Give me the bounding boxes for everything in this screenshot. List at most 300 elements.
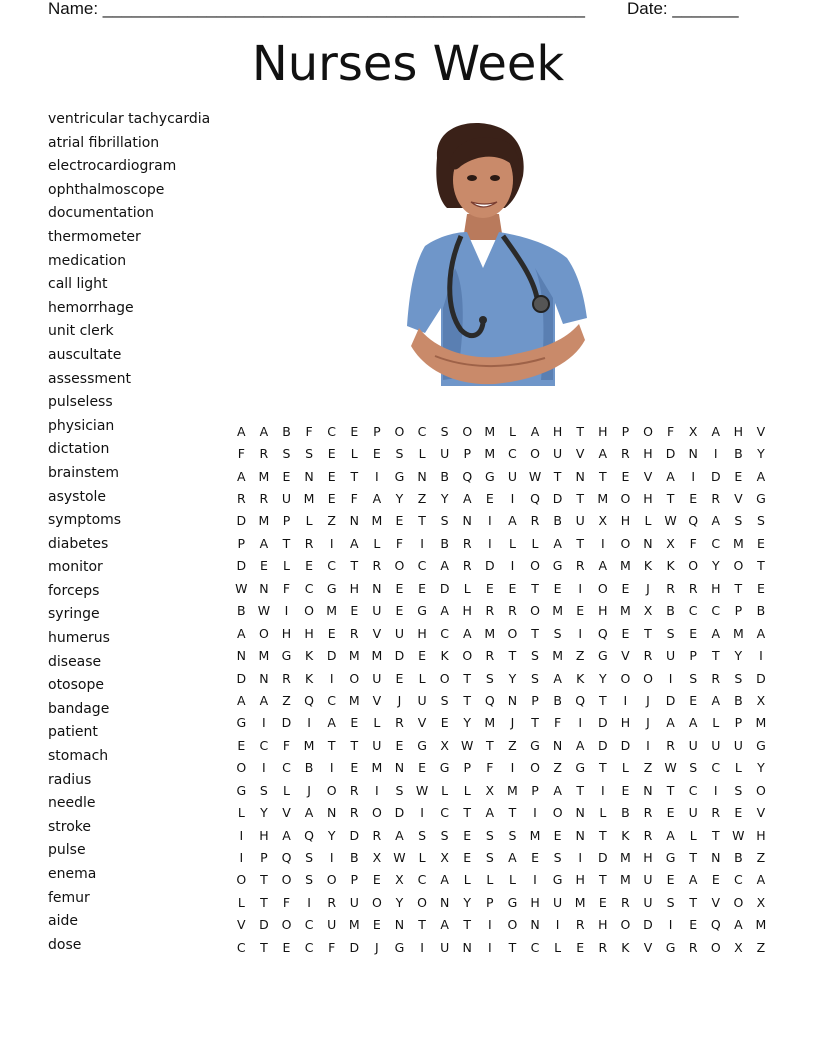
grid-letter[interactable]: M [619,872,631,888]
grid-letter[interactable]: I [329,670,334,686]
grid-letter[interactable]: T [350,468,359,484]
grid-letter[interactable]: N [507,692,518,708]
grid-letter[interactable]: R [462,558,472,574]
grid-letter[interactable]: G [597,648,608,664]
grid-letter[interactable]: J [397,692,402,708]
grid-letter[interactable]: O [507,625,518,641]
grid-letter[interactable]: M [326,603,338,619]
grid-letter[interactable]: S [440,513,449,529]
grid-letter[interactable]: X [734,939,743,955]
grid-letter[interactable]: T [666,491,675,507]
grid-letter[interactable]: E [508,580,517,596]
grid-letter[interactable]: E [666,805,675,821]
grid-letter[interactable]: U [711,737,721,753]
grid-letter[interactable]: O [620,491,631,507]
grid-letter[interactable]: S [282,446,291,462]
grid-letter[interactable]: G [281,648,292,664]
grid-letter[interactable]: L [644,513,652,529]
grid-letter[interactable]: L [463,782,471,798]
grid-letter[interactable]: W [732,827,745,843]
grid-letter[interactable]: E [757,535,765,551]
grid-letter[interactable]: W [235,580,248,596]
grid-letter[interactable]: I [691,468,696,484]
date-field-label[interactable]: Date: _______ [627,0,739,18]
grid-letter[interactable]: O [394,558,405,574]
grid-letter[interactable]: E [350,715,359,731]
grid-letter[interactable]: U [372,603,382,619]
grid-letter[interactable]: D [394,805,405,821]
grid-letter[interactable]: T [463,917,472,933]
grid-letter[interactable]: S [485,850,494,866]
grid-letter[interactable]: A [666,715,675,731]
grid-letter[interactable]: Z [756,939,766,955]
grid-letter[interactable]: B [237,603,246,619]
grid-letter[interactable]: L [531,535,539,551]
grid-letter[interactable]: H [643,850,653,866]
grid-letter[interactable]: O [281,917,292,933]
grid-letter[interactable]: I [510,558,515,574]
grid-letter[interactable]: R [711,805,721,821]
grid-letter[interactable]: Z [282,692,291,708]
grid-letter[interactable]: M [574,894,586,910]
grid-letter[interactable]: A [237,625,246,641]
grid-letter[interactable]: N [326,805,337,821]
grid-letter[interactable]: I [487,917,492,933]
grid-letter[interactable]: O [530,446,540,462]
grid-letter[interactable]: E [440,715,449,731]
grid-letter[interactable]: N [643,535,653,551]
grid-letter[interactable]: T [598,872,607,888]
grid-letter[interactable]: T [598,760,607,776]
grid-letter[interactable]: T [260,894,268,910]
grid-letter[interactable]: V [643,939,653,955]
grid-letter[interactable]: T [282,535,291,551]
grid-letter[interactable]: S [666,894,675,910]
grid-letter[interactable]: F [554,715,562,731]
grid-letter[interactable]: P [734,715,743,731]
grid-letter[interactable]: H [575,872,585,888]
grid-letter[interactable]: U [688,737,698,753]
grid-letter[interactable]: O [710,939,721,955]
grid-letter[interactable]: A [508,513,517,529]
grid-letter[interactable]: F [282,580,291,596]
grid-letter[interactable]: R [643,805,653,821]
grid-letter[interactable]: W [461,737,474,753]
grid-letter[interactable]: N [462,939,472,955]
grid-letter[interactable]: I [307,715,311,731]
grid-letter[interactable]: L [554,939,562,955]
grid-letter[interactable]: O [326,872,337,888]
grid-letter[interactable]: E [598,894,607,910]
grid-letter[interactable]: N [530,917,540,933]
grid-letter[interactable]: Y [734,648,743,664]
grid-letter[interactable]: X [643,603,653,619]
grid-letter[interactable]: T [689,850,697,866]
grid-letter[interactable]: N [462,513,472,529]
grid-letter[interactable]: W [664,760,677,776]
grid-letter[interactable]: R [688,939,698,955]
grid-letter[interactable]: M [371,760,383,776]
grid-letter[interactable]: X [440,850,449,866]
grid-letter[interactable]: A [372,491,382,507]
grid-letter[interactable]: A [282,827,291,843]
grid-letter[interactable]: E [350,760,359,776]
grid-letter[interactable]: E [395,737,404,753]
grid-letter[interactable]: C [711,603,721,619]
grid-letter[interactable]: J [646,580,650,596]
grid-letter[interactable]: I [329,760,334,776]
grid-letter[interactable]: J [307,782,311,798]
grid-letter[interactable]: J [375,939,379,955]
grid-letter[interactable]: Y [395,894,404,910]
grid-letter[interactable]: J [510,715,515,731]
grid-letter[interactable]: C [327,692,337,708]
grid-letter[interactable]: A [259,535,269,551]
grid-letter[interactable]: A [688,872,698,888]
grid-letter[interactable]: Q [281,850,292,866]
grid-letter[interactable]: L [237,894,245,910]
grid-letter[interactable]: E [305,558,314,574]
grid-letter[interactable]: I [329,535,334,551]
grid-letter[interactable]: I [375,782,379,798]
grid-letter[interactable]: C [711,760,721,776]
grid-letter[interactable]: T [553,468,562,484]
grid-letter[interactable]: A [666,468,675,484]
grid-letter[interactable]: L [486,872,494,888]
grid-letter[interactable]: N [643,782,653,798]
grid-letter[interactable]: Z [756,850,766,866]
grid-letter[interactable]: R [372,558,382,574]
grid-letter[interactable]: G [439,760,450,776]
grid-letter[interactable]: I [578,580,583,596]
grid-letter[interactable]: I [668,670,673,686]
grid-letter[interactable]: T [508,939,517,955]
grid-letter[interactable]: R [530,513,540,529]
grid-letter[interactable]: G [756,491,766,507]
grid-letter[interactable]: E [395,670,404,686]
grid-letter[interactable]: T [734,580,743,596]
grid-letter[interactable]: O [236,760,247,776]
grid-letter[interactable]: A [756,872,766,888]
grid-letter[interactable]: I [533,805,537,821]
grid-letter[interactable]: C [327,423,337,439]
grid-letter[interactable]: M [258,513,270,529]
grid-letter[interactable]: A [462,625,472,641]
grid-letter[interactable]: D [620,737,631,753]
grid-letter[interactable]: A [666,827,675,843]
grid-letter[interactable]: I [420,535,424,551]
grid-letter[interactable]: H [620,513,631,529]
grid-letter[interactable]: A [711,513,721,529]
grid-letter[interactable]: D [643,917,653,933]
grid-letter[interactable]: D [259,917,269,933]
grid-letter[interactable]: C [259,737,269,753]
grid-letter[interactable]: V [643,468,653,484]
grid-letter[interactable]: I [487,535,492,551]
grid-letter[interactable]: C [236,939,246,955]
grid-letter[interactable]: P [373,423,381,439]
grid-letter[interactable]: I [668,917,673,933]
grid-letter[interactable]: T [598,692,607,708]
grid-letter[interactable]: E [621,625,630,641]
grid-letter[interactable]: A [440,558,449,574]
grid-letter[interactable]: S [259,782,268,798]
grid-letter[interactable]: R [643,827,653,843]
grid-letter[interactable]: I [600,782,605,798]
grid-letter[interactable]: O [688,558,699,574]
grid-letter[interactable]: M [552,648,563,664]
grid-letter[interactable]: C [417,872,427,888]
grid-letter[interactable]: M [303,491,315,507]
grid-letter[interactable]: S [508,827,517,843]
grid-letter[interactable]: X [372,850,382,866]
grid-letter[interactable]: Z [553,760,562,776]
grid-letter[interactable]: R [327,894,337,910]
grid-letter[interactable]: Y [440,491,449,507]
grid-letter[interactable]: R [304,535,314,551]
grid-letter[interactable]: E [485,491,494,507]
grid-letter[interactable]: E [350,423,359,439]
grid-letter[interactable]: H [349,580,359,596]
grid-letter[interactable]: D [326,648,337,664]
grid-letter[interactable]: O [756,782,766,798]
grid-letter[interactable]: T [463,692,472,708]
grid-letter[interactable]: P [282,513,291,529]
grid-letter[interactable]: A [553,535,562,551]
grid-letter[interactable]: C [417,558,427,574]
grid-letter[interactable]: R [621,446,630,462]
grid-letter[interactable]: E [576,939,585,955]
grid-letter[interactable]: Z [327,513,336,529]
grid-letter[interactable]: S [553,625,562,641]
grid-letter[interactable]: B [666,603,675,619]
grid-letter[interactable]: U [417,692,427,708]
grid-letter[interactable]: R [349,625,359,641]
grid-letter[interactable]: E [282,468,291,484]
grid-letter[interactable]: C [304,939,314,955]
grid-letter[interactable]: Q [484,692,495,708]
grid-letter[interactable]: M [732,625,744,641]
grid-letter[interactable]: A [711,423,721,439]
grid-letter[interactable]: M [755,715,767,731]
grid-letter[interactable]: S [666,625,675,641]
grid-letter[interactable]: M [348,648,360,664]
grid-letter[interactable]: Y [327,827,336,843]
grid-letter[interactable]: I [239,850,244,866]
grid-letter[interactable]: M [552,603,563,619]
grid-letter[interactable]: Y [260,805,268,821]
grid-letter[interactable]: O [620,535,631,551]
grid-letter[interactable]: C [327,558,337,574]
grid-letter[interactable]: V [621,648,630,664]
grid-letter[interactable]: D [236,513,247,529]
grid-letter[interactable]: H [417,625,427,641]
grid-letter[interactable]: E [553,580,562,596]
grid-letter[interactable]: M [484,423,496,439]
grid-letter[interactable]: U [553,894,563,910]
grid-letter[interactable]: M [619,850,631,866]
grid-letter[interactable]: Q [304,692,314,708]
grid-letter[interactable]: C [733,872,743,888]
grid-letter[interactable]: G [665,850,676,866]
grid-letter[interactable]: C [688,782,698,798]
grid-letter[interactable]: E [485,580,494,596]
grid-letter[interactable]: O [733,894,744,910]
grid-letter[interactable]: I [600,535,605,551]
grid-letter[interactable]: M [732,535,744,551]
grid-letter[interactable]: E [463,827,472,843]
grid-letter[interactable]: I [533,872,537,888]
grid-letter[interactable]: E [282,939,291,955]
grid-letter[interactable]: M [348,917,360,933]
grid-letter[interactable]: V [237,917,246,933]
grid-letter[interactable]: I [510,491,515,507]
grid-letter[interactable]: S [305,872,314,888]
grid-letter[interactable]: X [688,423,698,439]
grid-letter[interactable]: E [327,625,336,641]
grid-letter[interactable]: B [734,850,743,866]
grid-letter[interactable]: D [281,715,292,731]
grid-letter[interactable]: Y [508,670,517,686]
grid-letter[interactable]: E [237,737,246,753]
grid-letter[interactable]: S [440,692,449,708]
grid-letter[interactable]: X [756,692,766,708]
grid-letter[interactable]: K [304,648,314,664]
grid-letter[interactable]: O [552,805,563,821]
grid-letter[interactable]: T [598,468,607,484]
grid-letter[interactable]: R [643,648,653,664]
grid-letter[interactable]: T [531,625,539,641]
grid-letter[interactable]: G [552,872,563,888]
grid-letter[interactable]: L [734,760,742,776]
grid-letter[interactable]: O [349,670,360,686]
grid-letter[interactable]: H [598,423,608,439]
grid-letter[interactable]: E [327,446,336,462]
grid-letter[interactable]: D [665,446,676,462]
grid-letter[interactable]: V [417,715,427,731]
grid-letter[interactable]: E [350,603,359,619]
grid-letter[interactable]: D [236,558,247,574]
grid-letter[interactable]: L [508,535,516,551]
grid-letter[interactable]: R [598,939,608,955]
grid-letter[interactable]: N [439,894,450,910]
grid-letter[interactable]: Y [757,760,765,776]
grid-letter[interactable]: U [733,737,743,753]
grid-letter[interactable]: F [350,491,358,507]
grid-letter[interactable]: L [599,805,607,821]
grid-letter[interactable]: T [486,737,494,753]
grid-letter[interactable]: A [485,805,495,821]
grid-letter[interactable]: C [304,580,314,596]
grid-letter[interactable]: E [327,491,336,507]
grid-letter[interactable]: L [418,446,426,462]
grid-letter[interactable]: O [417,894,427,910]
grid-letter[interactable]: I [487,513,492,529]
grid-letter[interactable]: L [441,782,449,798]
grid-letter[interactable]: H [552,423,563,439]
grid-letter[interactable]: N [394,760,405,776]
grid-letter[interactable]: E [531,850,539,866]
grid-letter[interactable]: P [689,648,697,664]
grid-letter[interactable]: X [485,782,495,798]
grid-letter[interactable]: L [305,513,313,529]
grid-letter[interactable]: O [462,648,473,664]
grid-letter[interactable]: P [531,782,539,798]
grid-letter[interactable]: I [713,782,718,798]
grid-letter[interactable]: F [666,423,675,439]
grid-letter[interactable]: T [531,715,539,731]
grid-letter[interactable]: O [620,917,631,933]
grid-letter[interactable]: P [531,692,539,708]
grid-letter[interactable]: T [644,625,652,641]
grid-letter[interactable]: M [529,827,541,843]
grid-letter[interactable]: W [257,603,271,619]
grid-letter[interactable]: T [463,670,472,686]
grid-letter[interactable]: S [553,850,562,866]
grid-letter[interactable]: W [528,468,542,484]
grid-letter[interactable]: E [689,917,698,933]
grid-letter[interactable]: I [623,692,628,708]
grid-letter[interactable]: O [530,558,540,574]
grid-letter[interactable]: E [689,491,698,507]
grid-letter[interactable]: I [487,939,492,955]
grid-letter[interactable]: M [484,446,496,462]
grid-letter[interactable]: R [259,491,269,507]
grid-letter[interactable]: N [575,805,585,821]
grid-letter[interactable]: A [440,917,449,933]
grid-letter[interactable]: S [485,827,494,843]
grid-letter[interactable]: N [259,670,269,686]
grid-letter[interactable]: K [304,670,314,686]
grid-letter[interactable]: I [262,760,266,776]
grid-letter[interactable]: D [439,580,450,596]
grid-letter[interactable]: L [237,805,245,821]
grid-letter[interactable]: A [304,805,314,821]
grid-letter[interactable]: M [507,782,518,798]
grid-letter[interactable]: O [371,894,382,910]
grid-letter[interactable]: T [260,939,268,955]
grid-letter[interactable]: R [666,580,675,596]
grid-letter[interactable]: D [349,939,360,955]
grid-letter[interactable]: P [463,446,471,462]
grid-letter[interactable]: M [619,558,631,574]
grid-letter[interactable]: E [621,468,630,484]
grid-letter[interactable]: X [756,894,766,910]
grid-letter[interactable]: N [575,468,585,484]
grid-letter[interactable]: O [304,603,314,619]
grid-letter[interactable]: R [349,805,359,821]
grid-letter[interactable]: V [711,894,721,910]
grid-letter[interactable]: M [484,625,496,641]
grid-letter[interactable]: G [552,558,563,574]
grid-letter[interactable]: K [643,558,653,574]
grid-letter[interactable]: G [326,580,337,596]
grid-letter[interactable]: T [418,513,426,529]
grid-letter[interactable]: U [643,872,653,888]
grid-letter[interactable]: F [486,760,494,776]
grid-letter[interactable]: A [440,872,449,888]
grid-letter[interactable]: O [371,805,382,821]
grid-letter[interactable]: O [643,423,653,439]
grid-letter[interactable]: B [553,513,562,529]
grid-letter[interactable]: T [327,737,336,753]
grid-letter[interactable]: T [531,580,539,596]
grid-letter[interactable]: F [237,446,245,462]
grid-letter[interactable]: S [305,446,314,462]
grid-letter[interactable]: C [417,423,427,439]
grid-letter[interactable]: X [440,737,449,753]
grid-letter[interactable]: I [284,603,289,619]
